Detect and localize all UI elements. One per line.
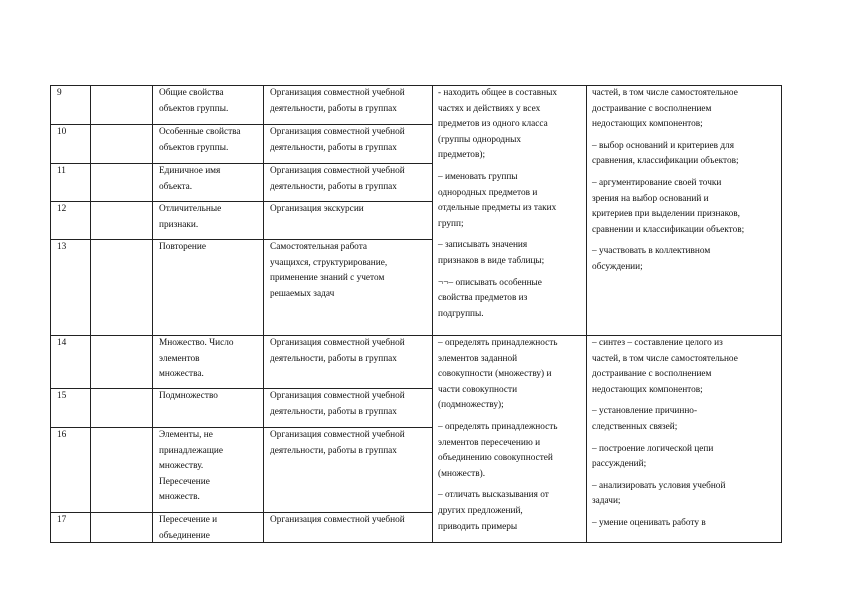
row-number: 12: [57, 204, 67, 214]
row-form: Организация экскурсии: [270, 204, 364, 214]
uud-block-2: – синтез – составление целого из частей, в том числе самостоятельное достраивание с восполнением недостающих компонентов; – установление причинно- следственных связей; – построение логической цепи рассуждений; – анализировать условия учебной задачи; – умение оценивать работу в: [592, 338, 738, 528]
row-topic: Повторение: [159, 242, 206, 252]
row-number: 9: [57, 88, 62, 98]
row-form: Организация совместной учебной деятельности, работы в группах: [270, 166, 405, 192]
row-topic: Единичное имя объекта.: [159, 166, 221, 192]
row-form: Организация совместной учебной деятельности, работы в группах: [270, 338, 405, 364]
row-form: Организация совместной учебной деятельности, работы в группах: [270, 430, 405, 456]
row-number: 17: [57, 515, 67, 525]
row-form: Организация совместной учебной деятельности, работы в группах: [270, 391, 405, 417]
row-topic: Множество. Число элементов множества.: [159, 338, 234, 380]
row-topic: Элементы, не принадлежащие множеству. Пересечение множеств.: [159, 430, 224, 503]
row-number: 10: [57, 127, 67, 137]
row-topic: Отличительные признаки.: [159, 204, 222, 230]
row-topic: Общие свойства объектов группы.: [159, 88, 229, 114]
row-form: Организация совместной учебной деятельности, работы в группах: [270, 88, 405, 114]
row-number: 14: [57, 338, 67, 348]
uud-block-1: частей, в том числе самостоятельное достраивание с восполнением недостающих компонентов; – выбор оснований и критериев для сравнения, классификации объектов; – аргументирование своей точки зрения на выбор оснований и критериев при выделении признаков, сравнении и классификации объектов; – участвовать в коллективном обсуждении;: [592, 88, 745, 272]
activities-block-1: - находить общее в составных частях и действиях у всех предметов из одного класса (группы однородных предметов); – именовать группы однородных предметов и отдельные предметы из таких групп; – записывать значения признаков в виде таблицы; ¬¬– описывать особенные свойства предметов из подгруппы.: [438, 88, 558, 319]
row-topic: Особенные свойства объектов группы.: [159, 127, 241, 153]
row-number: 11: [57, 166, 66, 176]
row-number: 15: [57, 391, 67, 401]
row-topic: Подмножество: [159, 391, 218, 401]
row-number: 16: [57, 430, 67, 440]
row-form: Организация совместной учебной деятельности, работы в группах: [270, 127, 405, 153]
row-form: Организация совместной учебной: [270, 515, 405, 525]
row-topic: Пересечение и объединение: [159, 515, 218, 541]
activities-block-2: – определять принадлежность элементов заданной совокупности (множеству) и части совокупности (подмножеству); – определять принадлежность элементов пересечению и объединению совокупностей (множеств). – отличать высказывания от других предложений, приводить примеры: [438, 338, 558, 532]
row-number: 13: [57, 242, 67, 252]
row-form: Самостоятельная работа учащихся, структурирование, применение знаний с учетом решаемых задач: [270, 242, 388, 299]
